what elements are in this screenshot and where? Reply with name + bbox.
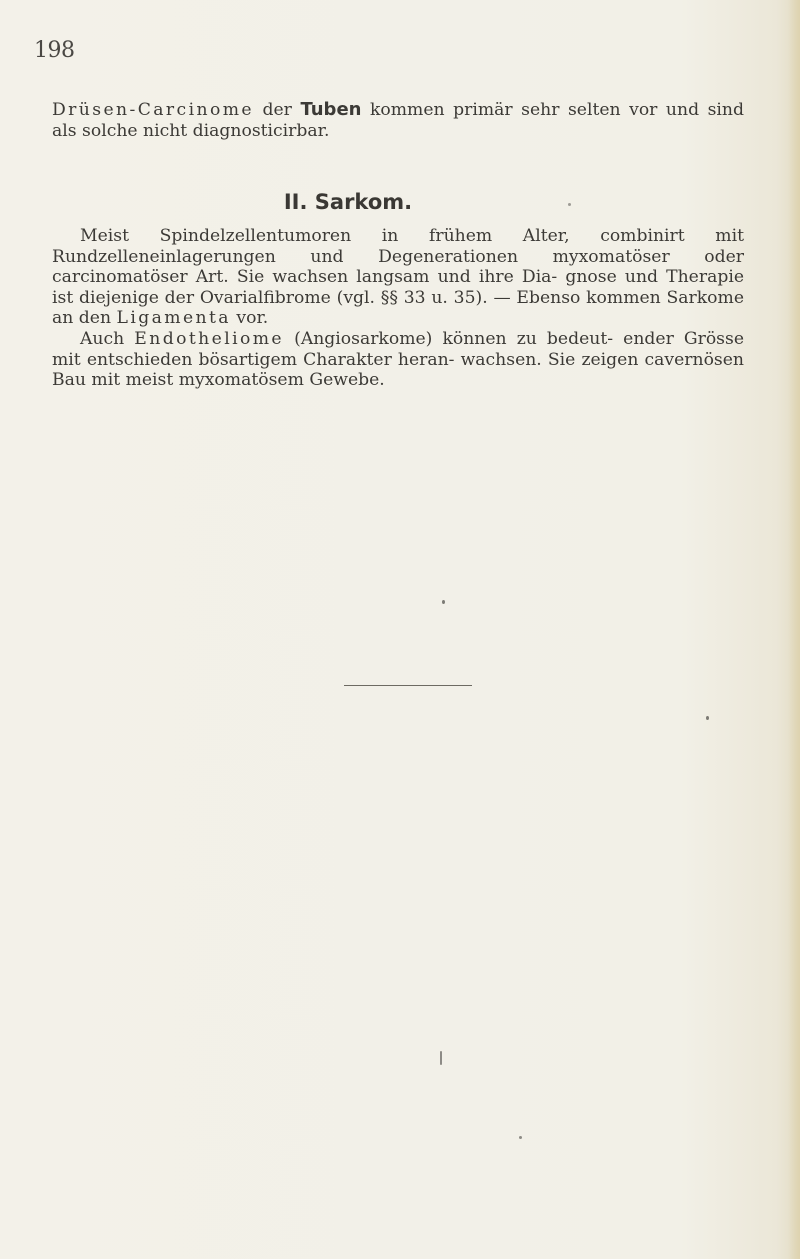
- sarkom-paragraph-2: [52, 329, 744, 391]
- para1-spaced-term: Ligamenta: [116, 308, 231, 329]
- intro-text-1: der: [253, 100, 301, 120]
- para2-start: Auch: [80, 328, 135, 349]
- section-end-rule: [344, 685, 472, 686]
- page-edge-shadow: [788, 0, 800, 1259]
- ink-speck: [440, 1051, 442, 1065]
- sarkom-paragraph-1: [52, 226, 744, 329]
- intro-lead-term: Drüsen-Carcinome: [52, 100, 254, 120]
- intro-text-2: kommen primär sehr selten vor und sind als solche nicht diagnosticirbar.: [52, 100, 744, 141]
- para2-text: (Angiosarkome) können zu bedeut- ender Grösse mit entschieden bösartigem Charakter heran- wachsen. Sie zeigen cavernösen Bau mit meist myxomatösem Gewebe.: [52, 328, 744, 391]
- ink-speck: [442, 600, 445, 604]
- page-number: 198: [34, 38, 75, 63]
- ink-speck: [519, 1136, 522, 1139]
- intro-paragraph: [52, 100, 744, 141]
- para1-end: vor.: [230, 308, 269, 329]
- sarkom-body: [52, 226, 744, 391]
- section-heading: II. Sarkom.: [283, 190, 413, 214]
- ink-speck: [706, 716, 709, 720]
- ink-speck: [568, 203, 571, 206]
- para2-spaced-term: Endotheliome: [134, 328, 285, 349]
- intro-bold-term: Tuben: [300, 99, 362, 120]
- para1-text: Meist Spindelzellentumoren in frühem Alter, combinirt mit Rundzelleneinlagerungen und Degenerationen myxomatöser oder carcinomatöser Art. Sie wachsen langsam und ihre Dia- gnose und Therapie ist diejenige der Ovarialfibrome (vgl. §§ 33 u. 35). — Ebenso kommen Sarkome an den: [52, 226, 744, 329]
